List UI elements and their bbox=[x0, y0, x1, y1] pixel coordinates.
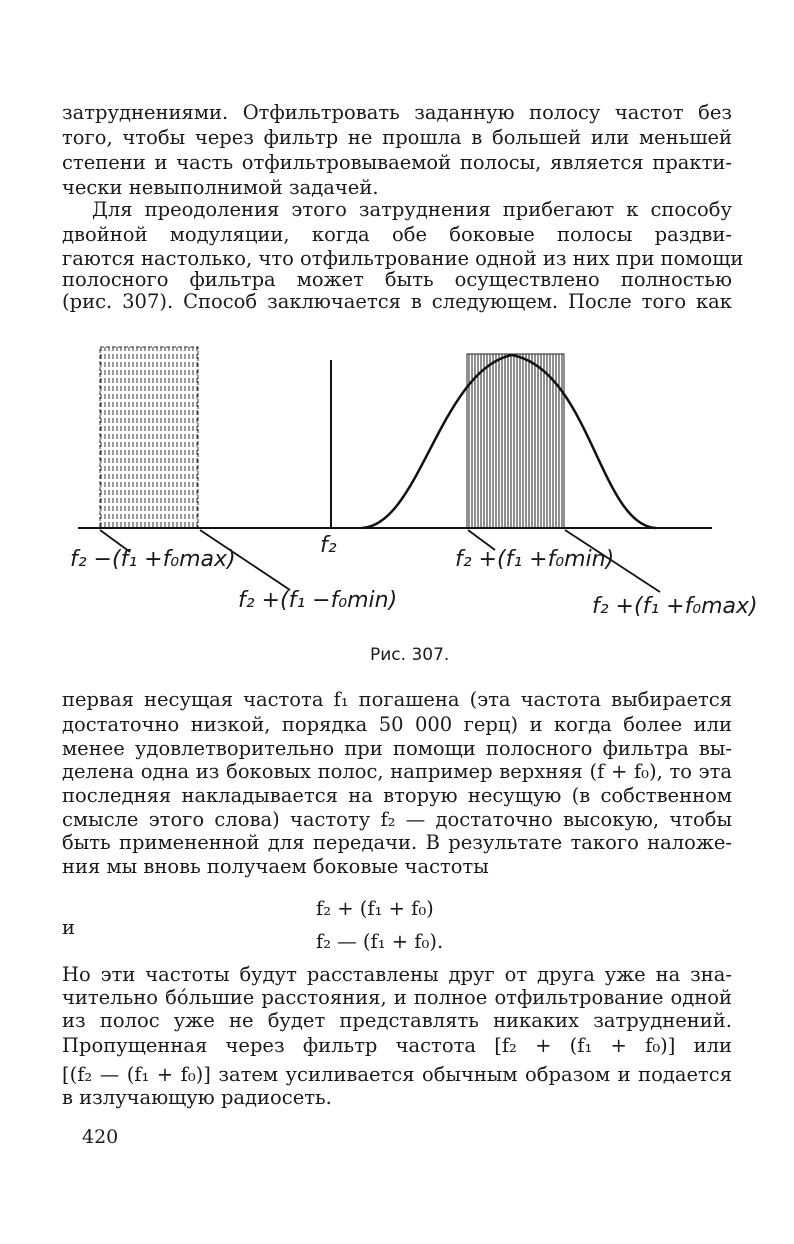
text-line: последняя накладывается на вторую несущую (в собственном bbox=[62, 784, 732, 807]
text-line: смысле этого слова) частоту f₂ — достаточно высокую, чтобы bbox=[62, 808, 732, 831]
label-upper-band-low: f₂ +(f₁ +f₀min) bbox=[455, 547, 615, 572]
text-line: Для преодоления этого затруднения прибегают к способу bbox=[92, 198, 732, 221]
text-line: чески невыполнимой задачей. bbox=[62, 176, 379, 199]
text-line: двойной модуляции, когда обе боковые полосы раздви- bbox=[62, 223, 732, 246]
text-line: того, чтобы через фильтр не прошла в большей или меньшей bbox=[62, 126, 732, 149]
page-number: 420 bbox=[82, 1126, 119, 1148]
text-line: делена одна из боковых полос, например верхняя (f + f₀), то эта bbox=[62, 760, 732, 783]
text-line: из полос уже не будет представлять никаких затруднений. bbox=[62, 1009, 732, 1032]
upper-sideband-band bbox=[467, 354, 564, 528]
label-lower-band-high: f₂ +(f₁ −f₀min) bbox=[238, 588, 398, 613]
formula-sum: f₂ + (f₁ + f₀) bbox=[316, 897, 434, 920]
text-line: Пропущенная через фильтр частота [f₂ + (f₁ + f₀)] или bbox=[62, 1034, 732, 1057]
text-line: полосного фильтра может быть осуществлено полностью bbox=[62, 268, 732, 291]
text-line: ния мы вновь получаем боковые частоты bbox=[62, 855, 489, 878]
text-line: в излучающую радиосеть. bbox=[62, 1086, 332, 1109]
text-line: Но эти частоты будут расставлены друг от друга уже на зна- bbox=[62, 963, 732, 986]
text-line: достаточно низкой, порядка 50 000 герц) и когда более или bbox=[62, 713, 732, 736]
conjunction: и bbox=[62, 916, 75, 939]
label-carrier: f₂ bbox=[320, 533, 337, 558]
text-line: затруднениями. Отфильтровать заданную полосу частот без bbox=[62, 101, 732, 124]
text-line: менее удовлетворительно при помощи полосного фильтра вы- bbox=[62, 737, 732, 760]
text-line: степени и часть отфильтровываемой полосы, является практи- bbox=[62, 151, 732, 174]
text-line: гаются настолько, что отфильтрование одной из них при помощи bbox=[62, 247, 744, 270]
text-line: [(f₂ — (f₁ + f₀)] затем усиливается обычным образом и подается bbox=[62, 1063, 732, 1086]
lower-sideband-band bbox=[100, 347, 198, 528]
formula-difference: f₂ — (f₁ + f₀). bbox=[316, 930, 444, 953]
text-line: быть примененной для передачи. В результате такого наложе- bbox=[62, 831, 732, 854]
text-line: первая несущая частота f₁ погашена (эта частота выбирается bbox=[62, 688, 732, 711]
text-line: чительно бо́льшие расстояния, и полное отфильтрование одной bbox=[62, 986, 732, 1009]
label-upper-band-high: f₂ +(f₁ +f₀max) bbox=[592, 594, 758, 619]
label-lower-band-low: f₂ −(f₁ +f₀max) bbox=[70, 547, 236, 572]
figure-caption: Рис. 307. bbox=[370, 645, 450, 665]
text-line: (рис. 307). Способ заключается в следующем. После того как bbox=[62, 290, 732, 313]
